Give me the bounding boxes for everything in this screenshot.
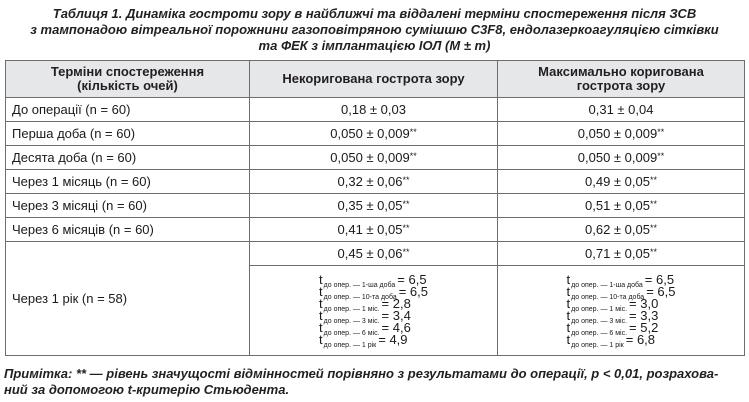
table-caption — [4, 6, 745, 54]
value: 0,18 ± 0,03 — [341, 102, 406, 117]
value: 0,050 ± 0,009 — [330, 150, 410, 165]
value: 0,49 ± 0,05 — [585, 174, 650, 189]
significance-mark: ** — [649, 223, 657, 233]
t-subscript: до опер. — 10-та доба — [571, 294, 645, 301]
t-stats-corrected — [498, 266, 745, 356]
t-value: = 6,5 — [398, 284, 428, 299]
significance-mark: ** — [409, 151, 417, 161]
value: 0,62 ± 0,05 — [585, 222, 650, 237]
t-value: = 6,5 — [397, 272, 427, 287]
table-row — [6, 146, 745, 170]
term-cell: Через 3 місяці (n = 60) — [6, 194, 250, 218]
t-subscript: до опер. — 1-ша доба — [323, 282, 396, 289]
header-uncorrected — [250, 61, 498, 98]
value: 0,050 ± 0,009 — [577, 150, 658, 165]
t-subscript: до опер. — 1 рік — [571, 342, 624, 349]
uncorrected-cell — [250, 122, 498, 146]
significance-mark: ** — [402, 223, 410, 233]
uncorrected-cell — [250, 242, 498, 266]
t-value: = 3,3 — [629, 308, 659, 323]
t-value: = 4,9 — [378, 332, 408, 347]
header-corrected — [498, 61, 745, 98]
table-row — [6, 170, 745, 194]
t-letter: t — [319, 332, 323, 347]
term-cell: Десята доба (n = 60) — [6, 146, 250, 170]
t-value: = 3,4 — [381, 308, 411, 323]
t-value: = 2,8 — [381, 296, 411, 311]
t-letter: t — [566, 308, 571, 323]
corrected-cell — [498, 194, 745, 218]
value: 0,45 ± 0,06 — [337, 246, 403, 261]
corrected-cell — [498, 170, 745, 194]
t-letter: t — [566, 296, 571, 311]
t-subscript: до опер. — 1 рік — [323, 342, 377, 349]
t-value: = 6,8 — [625, 332, 656, 347]
t-stats-list — [566, 272, 676, 349]
uncorrected-cell — [250, 170, 498, 194]
t-letter: t — [319, 308, 323, 323]
corrected-cell — [498, 98, 745, 122]
value: 0,35 ± 0,05 — [337, 198, 403, 213]
header-term — [6, 61, 250, 98]
header-term-line: (кількість очей) — [77, 78, 178, 93]
uncorrected-cell — [250, 98, 498, 122]
uncorrected-cell — [250, 218, 498, 242]
table-row — [6, 242, 745, 266]
term-cell: До операції (n = 60) — [6, 98, 250, 122]
t-stats-list — [319, 272, 428, 349]
t-letter: t — [566, 284, 571, 299]
t-subscript: до опер. — 1 міс. — [571, 306, 628, 313]
value: 0,31 ± 0,04 — [588, 102, 654, 117]
term-cell: Через 1 місяць (n = 60) — [6, 170, 250, 194]
significance-mark: ** — [649, 247, 657, 257]
t-value: = 6,5 — [646, 284, 676, 299]
caption-line: Таблиця 1. Динаміка гостроти зору в найближчі та віддалені терміни спостереження після ЗСВ — [52, 6, 697, 21]
table-row — [6, 218, 745, 242]
t-subscript: до опер. — 1 міс. — [323, 306, 380, 313]
value: 0,32 ± 0,06 — [337, 174, 403, 189]
note-line: ний за допомогою t-критерію Стьюдента. — [4, 382, 290, 397]
term-cell: Через 6 місяців (n = 60) — [6, 218, 250, 242]
t-value: = 4,6 — [381, 320, 411, 335]
t-letter: t — [566, 272, 571, 287]
t-value: = 3,0 — [629, 296, 659, 311]
table-row — [6, 194, 745, 218]
t-subscript: до опер. — 6 міс. — [323, 330, 380, 337]
results-table — [5, 60, 745, 356]
corrected-cell — [498, 146, 745, 170]
t-subscript: до опер. — 3 міс. — [571, 318, 628, 325]
uncorrected-cell — [250, 194, 498, 218]
header-row — [6, 61, 745, 98]
t-letter: t — [566, 332, 571, 347]
significance-mark: ** — [402, 247, 410, 257]
significance-mark: ** — [402, 175, 410, 185]
value: 0,050 ± 0,009 — [577, 126, 658, 141]
t-letter: t — [319, 320, 323, 335]
value: 0,71 ± 0,05 — [585, 246, 650, 261]
note-line: Примітка: ** — рівень значущості відмінностей порівняно з результатами до операції, р < 0,01, розрахова- — [4, 366, 719, 381]
header-uncorrected-label: Некоригована гострота зору — [282, 71, 465, 86]
caption-line: та ФЕК з імплантацією ІОЛ (M ± m) — [258, 38, 491, 53]
significance-mark: ** — [657, 127, 665, 137]
t-subscript: до опер. — 6 міс. — [571, 330, 628, 337]
t-letter: t — [319, 272, 323, 287]
t-letter: t — [566, 320, 571, 335]
value: 0,050 ± 0,009 — [330, 126, 410, 141]
significance-mark: ** — [402, 199, 410, 209]
caption-line: з тампонадою вітреальної порожнини газоповітряною сумішшю C3F8, ендолазеркоагуляцією сітківки — [30, 22, 719, 37]
t-value: = 5,2 — [629, 320, 659, 335]
corrected-cell — [498, 122, 745, 146]
value: 0,51 ± 0,05 — [585, 198, 650, 213]
corrected-cell — [498, 242, 745, 266]
significance-mark: ** — [649, 199, 657, 209]
t-stats-uncorrected — [250, 266, 498, 356]
term-cell: Перша доба (n = 60) — [6, 122, 250, 146]
term-cell: Через 1 рік (n = 58) — [6, 242, 250, 356]
t-letter: t — [319, 284, 323, 299]
header-corrected-line: Максимально коригована — [538, 64, 704, 79]
header-corrected-line: гострота зору — [576, 78, 666, 93]
value: 0,41 ± 0,05 — [337, 222, 403, 237]
table-row — [6, 122, 745, 146]
t-subscript: до опер. — 3 міс. — [323, 318, 380, 325]
t-value: = 6,5 — [644, 272, 675, 287]
table-row — [6, 98, 745, 122]
table-note — [4, 366, 745, 398]
significance-mark: ** — [649, 175, 657, 185]
significance-mark: ** — [409, 127, 417, 137]
t-letter: t — [319, 296, 323, 311]
t-subscript: до опер. — 10-та доба — [323, 294, 397, 301]
significance-mark: ** — [657, 151, 665, 161]
t-subscript: до опер. — 1-ша доба — [571, 282, 643, 289]
corrected-cell — [498, 218, 745, 242]
uncorrected-cell — [250, 146, 498, 170]
header-term-line: Терміни спостереження — [50, 64, 205, 79]
